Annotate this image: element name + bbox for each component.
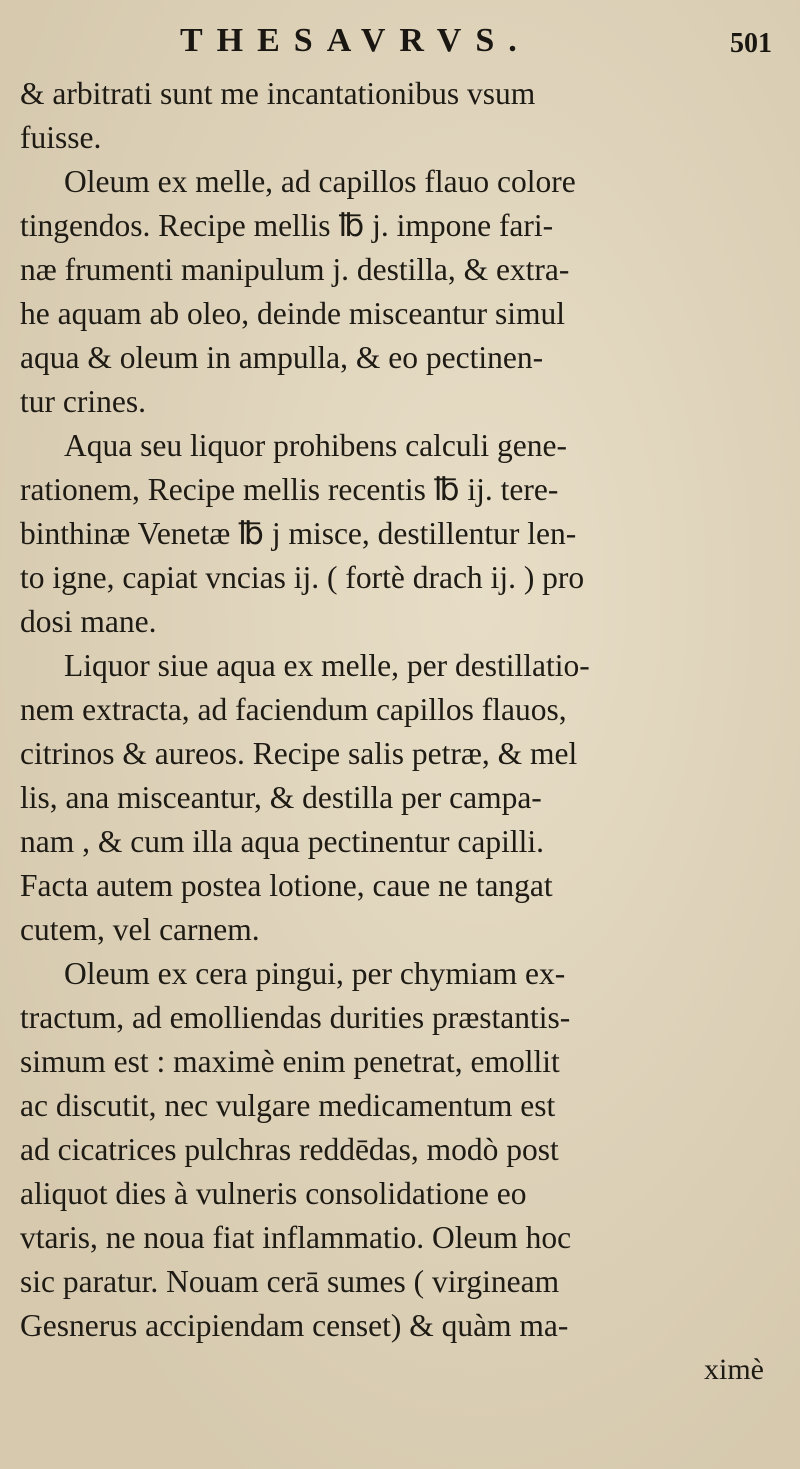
text-line: vtaris, ne noua fiat inflammatio. Oleum hoc — [20, 1220, 572, 1255]
text-line: aliquot dies à vulneris consolidatione eo — [20, 1176, 527, 1211]
text-line: tingendos. Recipe mellis ℔ j. impone fari- — [20, 208, 554, 243]
text-line: ad cicatrices pulchras reddēdas, modò post — [20, 1132, 559, 1167]
catchword: ximè — [704, 1353, 764, 1386]
text-line: dosi mane. — [20, 604, 157, 639]
text-line: citrinos & aureos. Recipe salis petræ, & mel — [20, 736, 578, 771]
text-line: binthinæ Venetæ ℔ j misce, destillentur len- — [20, 516, 577, 551]
text-line: fuisse. — [20, 120, 102, 155]
text-line: Facta autem postea lotione, caue ne tangat — [20, 868, 553, 903]
text-line: he aquam ab oleo, deinde misceantur simul — [20, 296, 565, 331]
text-line: Oleum ex melle, ad capillos flauo colore — [64, 164, 576, 199]
text-line: nem extracta, ad faciendum capillos flauos, — [20, 692, 567, 727]
text-line: Liquor siue aqua ex melle, per destillatio- — [64, 648, 590, 683]
text-line: Oleum ex cera pingui, per chymiam ex- — [64, 956, 566, 991]
text-line: Gesnerus accipiendam censet) & quàm ma- — [20, 1308, 569, 1343]
text-line: Aqua seu liquor prohibens calculi gene- — [64, 428, 567, 463]
text-line: tur crines. — [20, 384, 146, 419]
text-line: næ frumenti manipulum j. destilla, & extra- — [20, 252, 570, 287]
page-number: 501 — [730, 28, 772, 59]
text-line: aqua & oleum in ampulla, & eo pectinen- — [20, 340, 544, 375]
page-header — [0, 16, 800, 72]
text-line: & arbitrati sunt me incantationibus vsum — [20, 76, 536, 111]
text-line: rationem, Recipe mellis recentis ℔ ij. tere- — [20, 472, 559, 507]
text-line: simum est : maximè enim penetrat, emollit — [20, 1044, 560, 1079]
text-line: ac discutit, nec vulgare medicamentum est — [20, 1088, 556, 1123]
text-line: lis, ana misceantur, & destilla per campa- — [20, 780, 542, 815]
text-line: sic paratur. Nouam cerā sumes ( virgineam — [20, 1264, 560, 1299]
text-line: to igne, capiat vncias ij. ( fortè drach ij. ) pro — [20, 560, 585, 595]
body-text — [20, 72, 780, 1392]
text-line: nam , & cum illa aqua pectinentur capilli. — [20, 824, 544, 859]
running-title: THESAVRVS. — [180, 22, 531, 59]
text-line: tractum, ad emolliendas durities præstantis- — [20, 1000, 571, 1035]
text-line: cutem, vel carnem. — [20, 912, 260, 947]
